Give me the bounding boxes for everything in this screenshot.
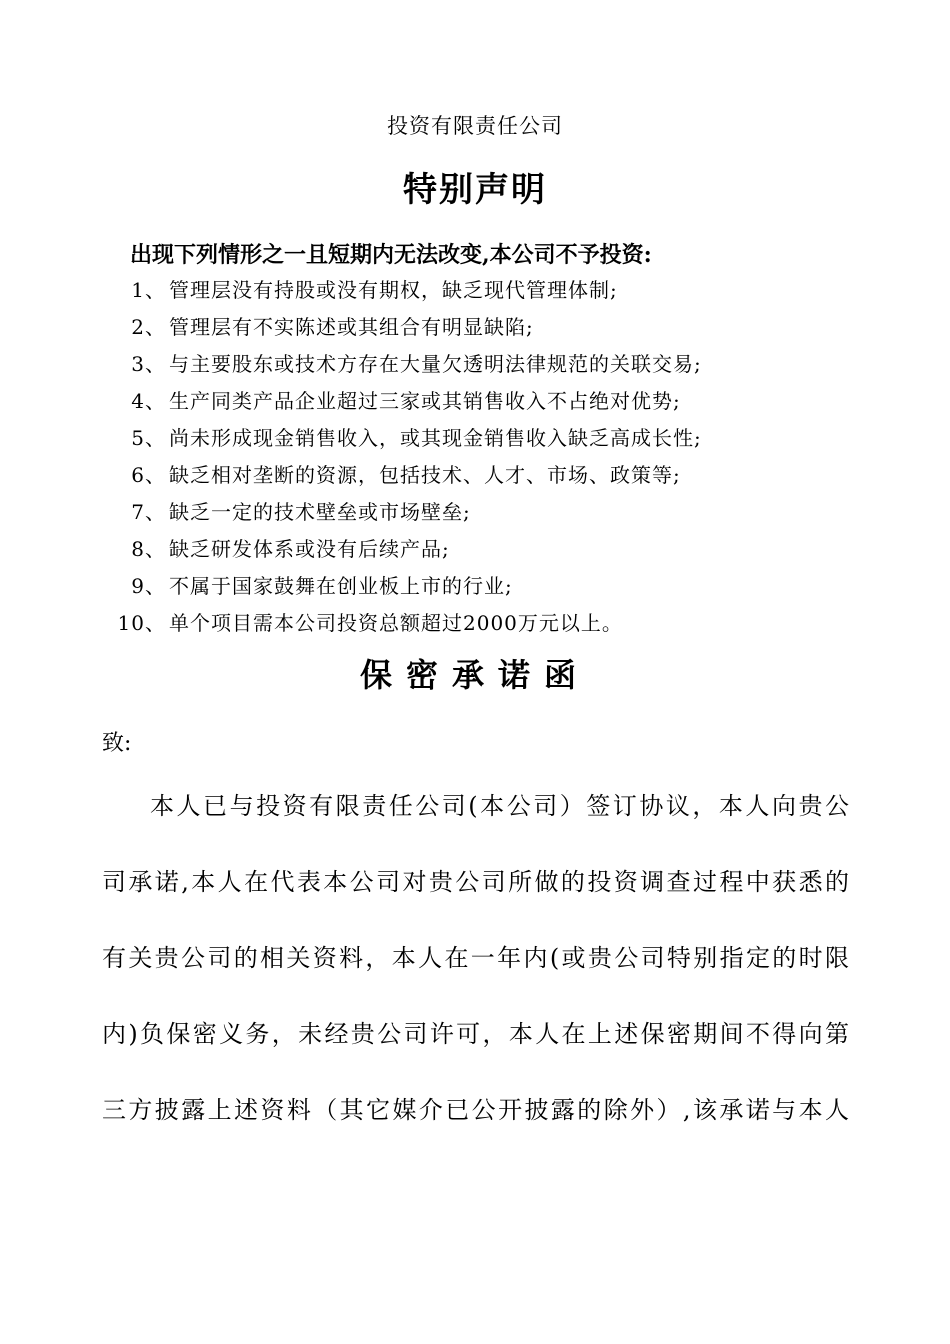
- condition-text: 生产同类产品企业超过三家或其销售收入不占绝对优势;: [169, 389, 681, 413]
- paragraph-line: 司承诺,本人在代表本公司对贵公司所做的投资调查过程中获悉的: [102, 868, 850, 896]
- condition-number: 5: [131, 426, 145, 450]
- condition-number: 6: [131, 463, 145, 487]
- condition-item: [0, 311, 534, 348]
- condition-text: 缺乏相对垄断的资源，包括技术、人才、市场、政策等;: [169, 463, 681, 487]
- condition-text: 管理层没有持股或没有期权，缺乏现代管理体制;: [169, 278, 618, 302]
- condition-item: [0, 459, 681, 496]
- condition-text: 不属于国家鼓舞在创业板上市的行业;: [169, 574, 513, 598]
- condition-item: [0, 422, 702, 459]
- special-statement-intro: 出现下列情形之一且短期内无法改变,本公司不予投资:: [130, 242, 652, 268]
- company-name-header: 投资有限责任公司: [387, 114, 563, 138]
- confidentiality-letter-title: 保密承诺函: [359, 656, 590, 694]
- letter-greeting: 致:: [102, 731, 132, 756]
- condition-number: 2: [131, 315, 145, 339]
- condition-number: 8: [131, 537, 145, 561]
- paragraph-line: 内)负保密义务，未经贵公司许可，本人在上述保密期间不得向第: [102, 1020, 850, 1048]
- condition-separator: 、: [145, 611, 166, 635]
- condition-item: [0, 607, 623, 644]
- condition-separator: 、: [145, 389, 166, 413]
- condition-item: [0, 274, 618, 311]
- condition-item: [0, 570, 513, 607]
- condition-number: 10: [117, 611, 145, 635]
- paragraph-line: 有关贵公司的相关资料，本人在一年内(或贵公司特别指定的时限: [102, 944, 850, 972]
- condition-number: 7: [131, 500, 145, 524]
- condition-number: 4: [131, 389, 145, 413]
- condition-separator: 、: [145, 315, 166, 339]
- condition-number: 9: [131, 574, 145, 598]
- condition-item: [0, 348, 702, 385]
- condition-item: [0, 385, 681, 422]
- condition-separator: 、: [145, 537, 166, 561]
- condition-item: [0, 496, 471, 533]
- condition-separator: 、: [145, 352, 166, 376]
- condition-text: 缺乏研发体系或没有后续产品;: [169, 537, 450, 561]
- condition-number: 1: [131, 278, 145, 302]
- paragraph-line: 三方披露上述资料（其它媒介已公开披露的除外）,该承诺与本人: [102, 1096, 850, 1124]
- special-statement-title: 特别声明: [403, 170, 547, 210]
- condition-separator: 、: [145, 426, 166, 450]
- condition-separator: 、: [145, 500, 166, 524]
- condition-separator: 、: [145, 463, 166, 487]
- condition-number: 3: [131, 352, 145, 376]
- condition-item: [0, 533, 450, 570]
- condition-text: 与主要股东或技术方存在大量欠透明法律规范的关联交易;: [169, 352, 702, 376]
- condition-text: 管理层有不实陈述或其组合有明显缺陷;: [169, 315, 534, 339]
- paragraph-line: 本人已与投资有限责任公司(本公司）签订协议，本人向贵公: [150, 792, 850, 820]
- condition-separator: 、: [145, 278, 166, 302]
- condition-text: 尚未形成现金销售收入，或其现金销售收入缺乏高成长性;: [169, 426, 702, 450]
- condition-text: 单个项目需本公司投资总额超过2000万元以上。: [169, 611, 623, 635]
- condition-text: 缺乏一定的技术壁垒或市场壁垒;: [169, 500, 471, 524]
- condition-separator: 、: [145, 574, 166, 598]
